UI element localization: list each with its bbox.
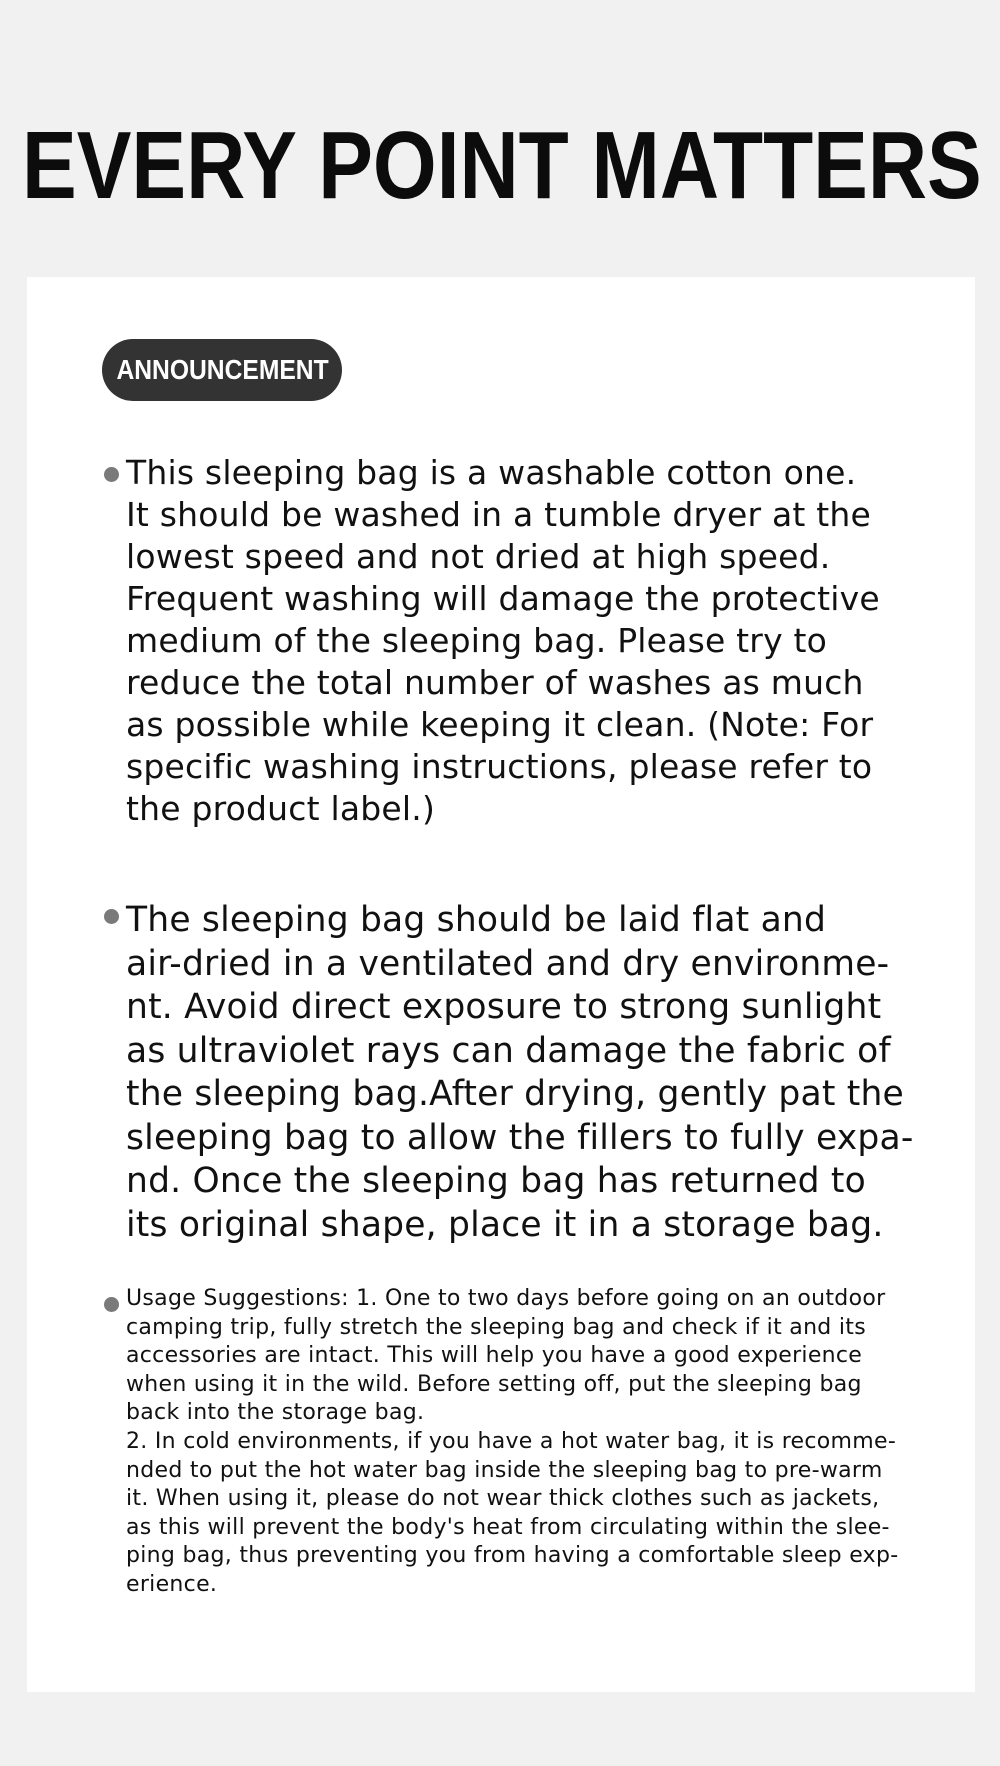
bullet-dot-icon xyxy=(104,467,119,482)
text-line: as ultraviolet rays can damage the fabric of xyxy=(126,1030,891,1071)
text-line: when using it in the wild. Before setting off, put the sleeping bag xyxy=(126,1371,862,1397)
text-line: camping trip, fully stretch the sleeping bag and check if it and its xyxy=(126,1314,866,1340)
text-line: air-dried in a ventilated and dry environme- xyxy=(126,943,890,984)
text-line: nded to put the hot water bag inside the sleeping bag to pre-warm xyxy=(126,1457,883,1483)
list-item-washing xyxy=(126,452,978,830)
text-line: as possible while keeping it clean. (Note: For xyxy=(126,705,874,744)
text-line: reduce the total number of washes as much xyxy=(126,663,864,702)
text-line: lowest speed and not dried at high speed. xyxy=(126,537,831,576)
text-line: ping bag, thus preventing you from having a comfortable sleep exp- xyxy=(126,1543,899,1569)
text-line: nt. Avoid direct exposure to strong sunlight xyxy=(126,987,882,1027)
announcement-card xyxy=(27,277,975,1692)
list-item-text xyxy=(126,1285,978,1600)
list-item-text xyxy=(126,452,978,830)
text-line: The sleeping bag should be laid flat and xyxy=(126,900,827,940)
text-line: medium of the sleeping bag. Please try to xyxy=(126,621,828,660)
list-item-drying xyxy=(126,899,978,1247)
text-line: the product label.) xyxy=(126,789,436,828)
text-line: This sleeping bag is a washable cotton one. xyxy=(126,453,857,492)
text-line: Usage Suggestions: 1. One to two days before going on an outdoor xyxy=(126,1286,886,1311)
text-line: It should be washed in a tumble dryer at the xyxy=(126,495,871,534)
announcement-badge-label: ANNOUNCEMENT xyxy=(116,354,329,385)
page-title: EVERY POINT MATTERS xyxy=(22,112,982,219)
bullet-dot-icon xyxy=(104,909,119,924)
text-line: accessories are intact. This will help you have a good experience xyxy=(126,1343,863,1369)
text-line: it. When using it, please do not wear thick clothes such as jackets, xyxy=(126,1486,880,1512)
text-line: Frequent washing will damage the protective xyxy=(126,579,880,618)
text-line: sleeping bag to allow the fillers to fully expa- xyxy=(126,1117,914,1158)
text-line: specific washing instructions, please refer to xyxy=(126,747,873,786)
text-line: 2. In cold environments, if you have a hot water bag, it is recomme- xyxy=(126,1428,897,1454)
list-item-usage-suggestions xyxy=(126,1285,978,1600)
text-line: as this will prevent the body's heat from circulating within the slee- xyxy=(126,1514,890,1540)
announcement-badge xyxy=(102,339,342,401)
text-line: its original shape, place it in a storage bag. xyxy=(126,1204,884,1245)
bullet-dot-icon xyxy=(104,1297,119,1312)
text-line: erience. xyxy=(126,1571,218,1597)
text-line: back into the storage bag. xyxy=(126,1400,425,1426)
text-line: the sleeping bag.After drying, gently pat the xyxy=(126,1074,904,1114)
list-item-text xyxy=(126,899,978,1247)
text-line: nd. Once the sleeping bag has returned to xyxy=(126,1161,866,1201)
